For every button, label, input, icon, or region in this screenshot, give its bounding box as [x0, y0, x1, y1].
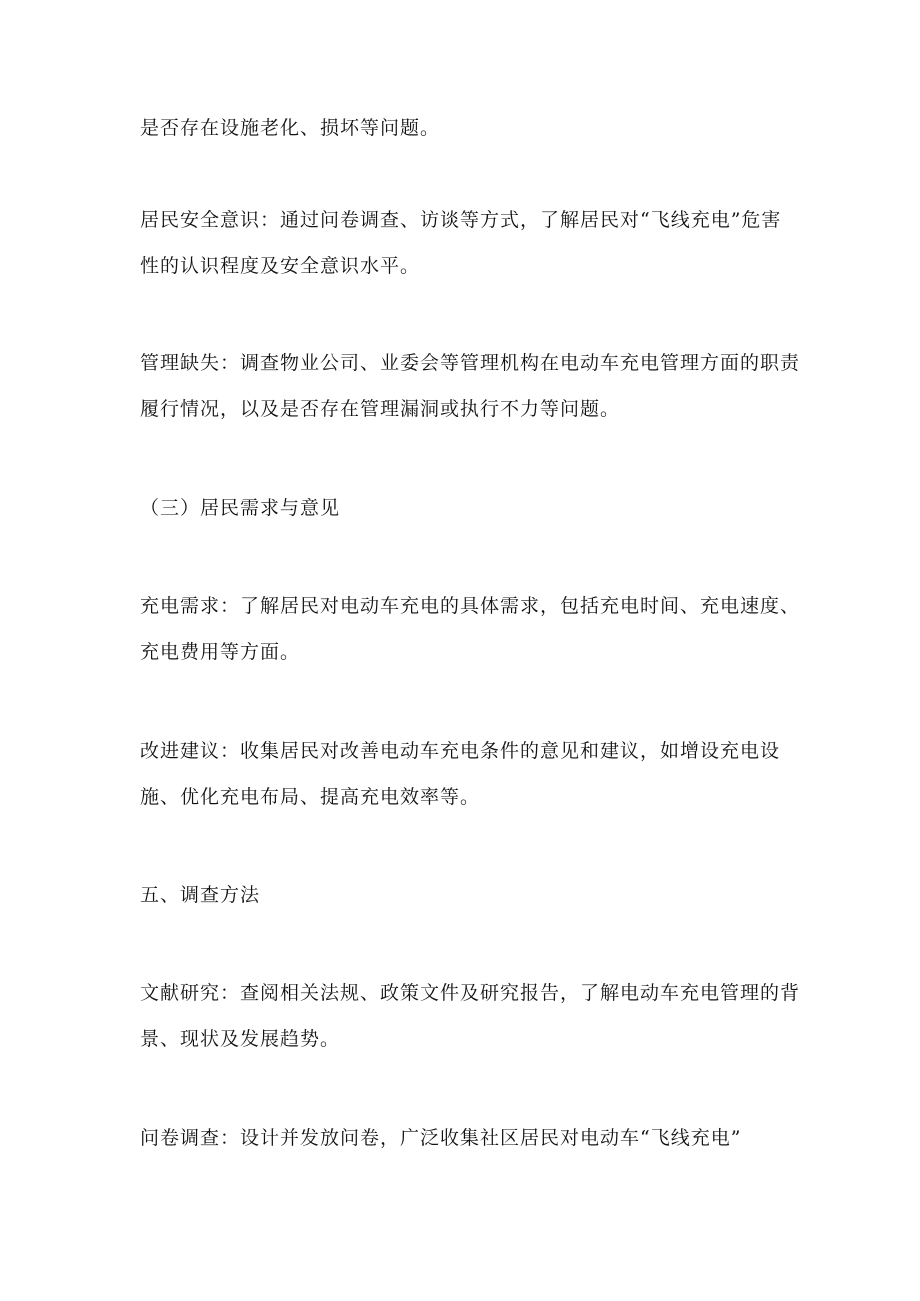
section-heading-resident-needs: （三）居民需求与意见 — [140, 497, 341, 519]
paragraph-improvement-suggestions: 改进建议：收集居民对改善电动车充电条件的意见和建议，如增设充电设施、优化充电布局、提高充电效率等。 — [140, 740, 781, 808]
paragraph-literature-research: 文献研究：查阅相关法规、政策文件及研究报告，了解电动车充电管理的背景、现状及发展趋势。 — [140, 982, 801, 1050]
paragraph-questionnaire-survey: 问卷调查：设计并发放问卷，广泛收集社区居民对电动车“飞线充电” — [140, 1127, 742, 1149]
paragraph-management-gaps: 管理缺失：调查物业公司、业委会等管理机构在电动车充电管理方面的职责履行情况，以及是否存在管理漏洞或执行不力等问题。 — [140, 352, 801, 420]
paragraph-charging-needs: 充电需求：了解居民对电动车充电的具体需求，包括充电时间、充电速度、充电费用等方面。 — [140, 595, 801, 663]
paragraph-resident-safety-awareness: 居民安全意识：通过问卷调查、访谈等方式，了解居民对“飞线充电”危害性的认识程度及安全意识水平。 — [140, 209, 782, 277]
section-heading-survey-methods: 五、调查方法 — [140, 884, 261, 906]
paragraph-facility-aging: 是否存在设施老化、损坏等问题。 — [140, 117, 441, 139]
